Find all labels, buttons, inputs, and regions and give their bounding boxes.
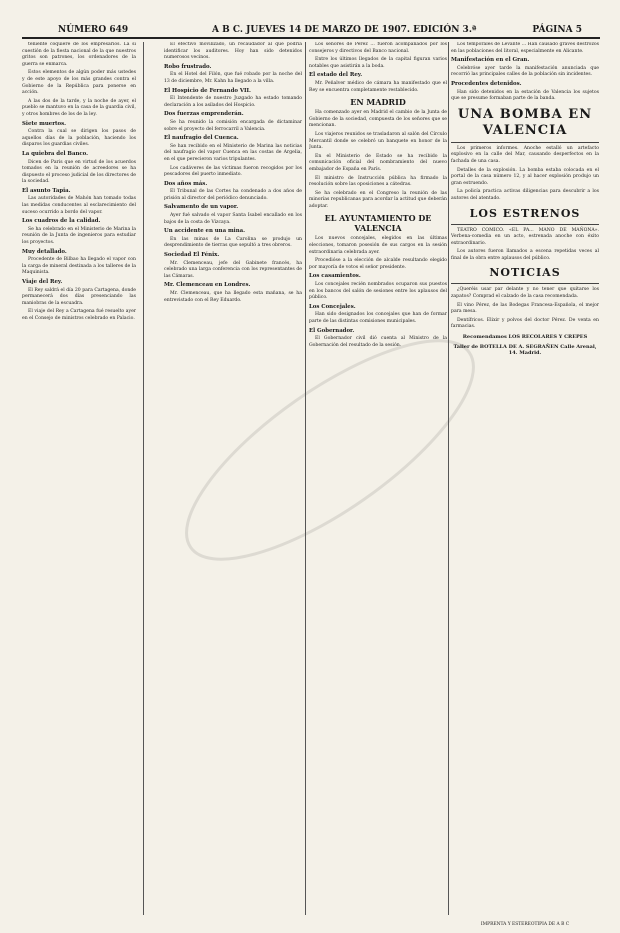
article-paragraph: Se ha reunido la comisión encargada de dictaminar sobre el proyecto del ferrocarril a Valencia. <box>164 119 302 132</box>
article-heading: Salvamento de un vapor. <box>164 204 239 211</box>
headline: UNA BOMBA EN VALENCIA <box>457 106 593 138</box>
column-rule <box>448 42 449 915</box>
article-paragraph: Mr. Clemenceau, que ha llegado esta mañana, se ha entrevistado con el Rey Eduardo. <box>164 291 302 303</box>
article-paragraph: Estos elementos de algún poder más ustedes y de este apoyo de los más grandes contra el Gobierno de la República para ponerse en acción. <box>22 70 136 96</box>
column-4 <box>451 42 599 915</box>
imprint-footer: IMPRENTA Y ESTEREOTIPIA DE A B C <box>480 922 570 927</box>
article-paragraph: ¿Queréis usar par delante y no tener que quitarse los zapatos? Comprad el calzado de la casa recomendada. <box>451 287 599 300</box>
article-paragraph: Procedente de Bilbao ha llegado el vapor con la carga de mineral destinada a los talleres de la Maquinista. <box>22 257 136 276</box>
article-paragraph: Los viajeros reunidos se trasladaron al salón del Círculo Mercantil donde se celebró un banquete en honor de la Junta. <box>309 131 447 151</box>
divider <box>451 224 599 225</box>
article-paragraph: Mr. Peñalver médico de cámara ha manifestado que el Rey se encuentra completamente restablecido. <box>309 80 447 93</box>
page-header <box>22 23 600 39</box>
divider <box>451 142 599 143</box>
headline: LOS ESTRENOS <box>469 206 581 220</box>
article-paragraph: Los primeros informes. Anoche estalló un artefacto explosivo en la calle del Mar, causando desperfectos en la fachada de una casa. <box>451 145 599 164</box>
article-paragraph: Se ha celebrado en el Ministerio de Marina la reunión de la Junta de ingenieros para estudiar los proyectos. <box>22 226 136 246</box>
article-heading: Mr. Clemenceau en Londres. <box>164 282 251 289</box>
article-paragraph: Ha comenzado ayer en Madrid el cambio de la Junta de Gobierno de la sociedad, compuesta de los señores que se mencionan. <box>309 110 447 129</box>
advertisement: Recomendamos LOS RECOLARES Y CREPES <box>462 334 588 341</box>
article-heading: Procedentes detenidos. <box>451 80 522 87</box>
article-paragraph: Dicen de Paris que en virtud de los acuerdos tomados en la reunión de acreedores se ha dispuesto el proceso judicial de los directores de la sociedad. <box>22 159 136 185</box>
divider <box>451 283 599 284</box>
article-paragraph: El ministro de Instrucción pública ha firmado la resolución sobre las oposiciones a cátedras. <box>309 175 447 188</box>
column-rule <box>305 42 306 915</box>
article-heading: Robo frustrado. <box>164 63 212 70</box>
advertisement: Taller de BOTELLA DE A. SEGRAÑEN Calle Arenal, 14. Madrid. <box>453 343 597 357</box>
article-paragraph: A las dos de la tarde, y la noche de ayer, el pueblo se mantuvo en la casa de la guardia civil, y otros hombres de los de la ley. <box>22 98 136 117</box>
page-number: PÁGINA 5 <box>532 25 582 35</box>
article-paragraph: Ayer fué salvado el vapor Santa Isabel encallado en los bajos de la costa de Vizcaya. <box>164 213 302 225</box>
article-paragraph: Se han recibido en el Ministerio de Marina las noticias del naufragio del vapor Cuenca en las costas de Argelia, en el que perecieron varios tripulantes. <box>164 143 302 162</box>
headline: NOTICIAS <box>489 266 561 280</box>
article-heading: Dos años más. <box>164 180 208 187</box>
article-paragraph: Los señores de Pérez ... fueron acompañados por los consejeros y directivos del Banco nacional. <box>309 42 447 54</box>
issue-number: NÚMERO 649 <box>58 25 129 35</box>
section-heading: EL AYUNTAMIENTO DE VALENCIA <box>324 213 432 234</box>
article-paragraph: Detalles de la explosión. La bomba estaba colocada en el portal de la casa número 12, y al hacer explosión produjo un gran estruendo. <box>451 167 599 186</box>
article-heading: Siete muertos. <box>22 120 67 127</box>
article-heading: La quiebra del Banco. <box>22 150 89 157</box>
article-paragraph: Procedióse a la elección de alcalde resultando elegido por mayoría de votos el señor presidente. <box>309 258 447 270</box>
article-heading: El Gobernador. <box>309 327 355 334</box>
article-heading: Manifestación en el Gran. <box>451 57 530 64</box>
article-paragraph: Los nuevos concejales, elegidos en las últimas elecciones, tomaron posesión de sus cargos en la sesión extraordinaria celebrada ayer. <box>309 236 447 255</box>
article-paragraph: El Tribunal de las Cortes ha condenado a dos años de prisión al director del periódico denunciado. <box>164 189 302 201</box>
article-paragraph: TEATRO COMICO. «EL PA... MANO DE MAÑONA». Verbena-comedia en un acto, estrenada anoche con éxito extraordinario. <box>451 227 599 246</box>
article-heading: El asunto Tapia. <box>22 187 71 194</box>
article-paragraph: Los autores fueron llamados a escena repetidas veces al final de la obra entre aplausos del público. <box>451 249 599 261</box>
article-paragraph: Los cadáveres de las víctimas fueron recogidos por los pescadores del puerto inmediato. <box>164 165 302 178</box>
column-2 <box>164 42 302 915</box>
article-paragraph: En el Ministerio de Estado se ha recibido la comunicación oficial del nombramiento del nuevo embajador de España en París. <box>309 153 447 172</box>
article-heading: Los casamientos. <box>309 273 361 280</box>
article-heading: Los Concejales. <box>309 303 356 310</box>
article-heading: El estado del Rey. <box>309 72 363 79</box>
article-heading: Sociedad El Fénix. <box>164 252 220 259</box>
article-heading: Un accidente en una mina. <box>164 228 245 235</box>
article-heading: Muy detallado. <box>22 248 67 255</box>
article-paragraph: Los temporales de Levante ... Han causado graves destrozos en las poblaciones del litoral, especialmente en Alicante. <box>451 42 599 54</box>
article-heading: El Hospicio de Fernando VII. <box>164 87 251 94</box>
column-1 <box>22 42 136 915</box>
column-rule <box>143 42 144 915</box>
article-paragraph: Se ha celebrado en el Congreso la reunión de las minorías republicanas para acordar la actitud que deberán adoptar. <box>309 190 447 209</box>
article-paragraph: La policía practica activas diligencias para descubrir a los autores del atentado. <box>451 189 599 201</box>
article-paragraph: Contra la cual se dirigen los pasos de aquellos días de la población, haciendo los disparos los guardias civiles. <box>22 129 136 148</box>
article-paragraph: Mr. Clemenceau, jefe del Gabinete francés, ha celebrado una larga conferencia con los representantes de las Cámaras. <box>164 260 302 279</box>
column-3 <box>309 42 447 915</box>
article-paragraph: Dentífricos. Elixir y polvos del doctor Pérez. De venta en farmacias. <box>451 317 599 330</box>
article-heading: El naufragio del Cuenca. <box>164 135 239 142</box>
article-paragraph: Las autoridades de Mahón han tomado todas las medidas conducentes al esclarecimiento del suceso ocurrido a bordo del vapor. <box>22 196 136 215</box>
article-paragraph: En las minas de La Carolina se produjo un desprendimiento de tierras que sepultó a tres obreros. <box>164 236 302 249</box>
article-paragraph: El efectivo movilizado, un recaudador al que podría identificar los auditores. Hoy han sido detenidos numerosos vecinos. <box>164 42 302 61</box>
article-paragraph: Han sido designados los concejales que han de formar parte de las distintas comisiones municipales. <box>309 312 447 324</box>
article-paragraph: Los concejales recién nombrados ocuparon sus puestos en los bancos del salón de sesiones entre los aplausos del público. <box>309 282 447 301</box>
article-paragraph: El Intendente de nuestro Juzgado ha estado tomando declaración a los asilados del Hospicio. <box>164 96 302 108</box>
masthead-date: A B C. JUEVES 14 DE MARZO DE 1907. EDICIÓN 3.ª <box>212 25 477 35</box>
article-paragraph: El Gobernador civil dió cuenta al Ministro de la Gobernación del resultado de la sesión. <box>309 336 447 348</box>
article-paragraph: El viaje del Rey a Cartagena fué resuelto ayer en el Consejo de ministros celebrado en Palacio. <box>22 309 136 321</box>
section-heading: EN MADRID <box>350 97 406 108</box>
article-heading: Dos fuerzas emprenderán. <box>164 111 244 118</box>
article-paragraph: teniente coquiere de los empresarios. La sí cuestión de la fiesta nacional de la que nuestros gritos son patrones, los ordenadores de la guerra se enmarca. <box>22 42 136 67</box>
article-heading: Los cuadros de la calidad. <box>22 218 101 225</box>
article-paragraph: En el Hotel del Filón, que fué robado por la noche del 13 de diciembre, Mr. Kahn ha llegado a la villa. <box>164 72 302 84</box>
article-heading: Viaje del Rey. <box>22 279 63 285</box>
article-paragraph: El Rey saldrá el día 20 para Cartagena, donde permanecerá dos días presenciando las maniobras de la escuadra. <box>22 287 136 306</box>
article-paragraph: Han sido detenidos en la estación de Valencia los sujetos que se presume formaban parte de la banda. <box>451 89 599 102</box>
article-paragraph: Entre los últimos llegados de la capital figuran varios notables que asistirán a la boda. <box>309 57 447 69</box>
article-paragraph: Celebróse ayer tarde la manifestación anunciada que recorrió las principales calles de la población sin incidentes. <box>451 65 599 78</box>
article-paragraph: El vino Pérez, de las Bodegas Francesa-Española, el mejor para mesa. <box>451 302 599 315</box>
